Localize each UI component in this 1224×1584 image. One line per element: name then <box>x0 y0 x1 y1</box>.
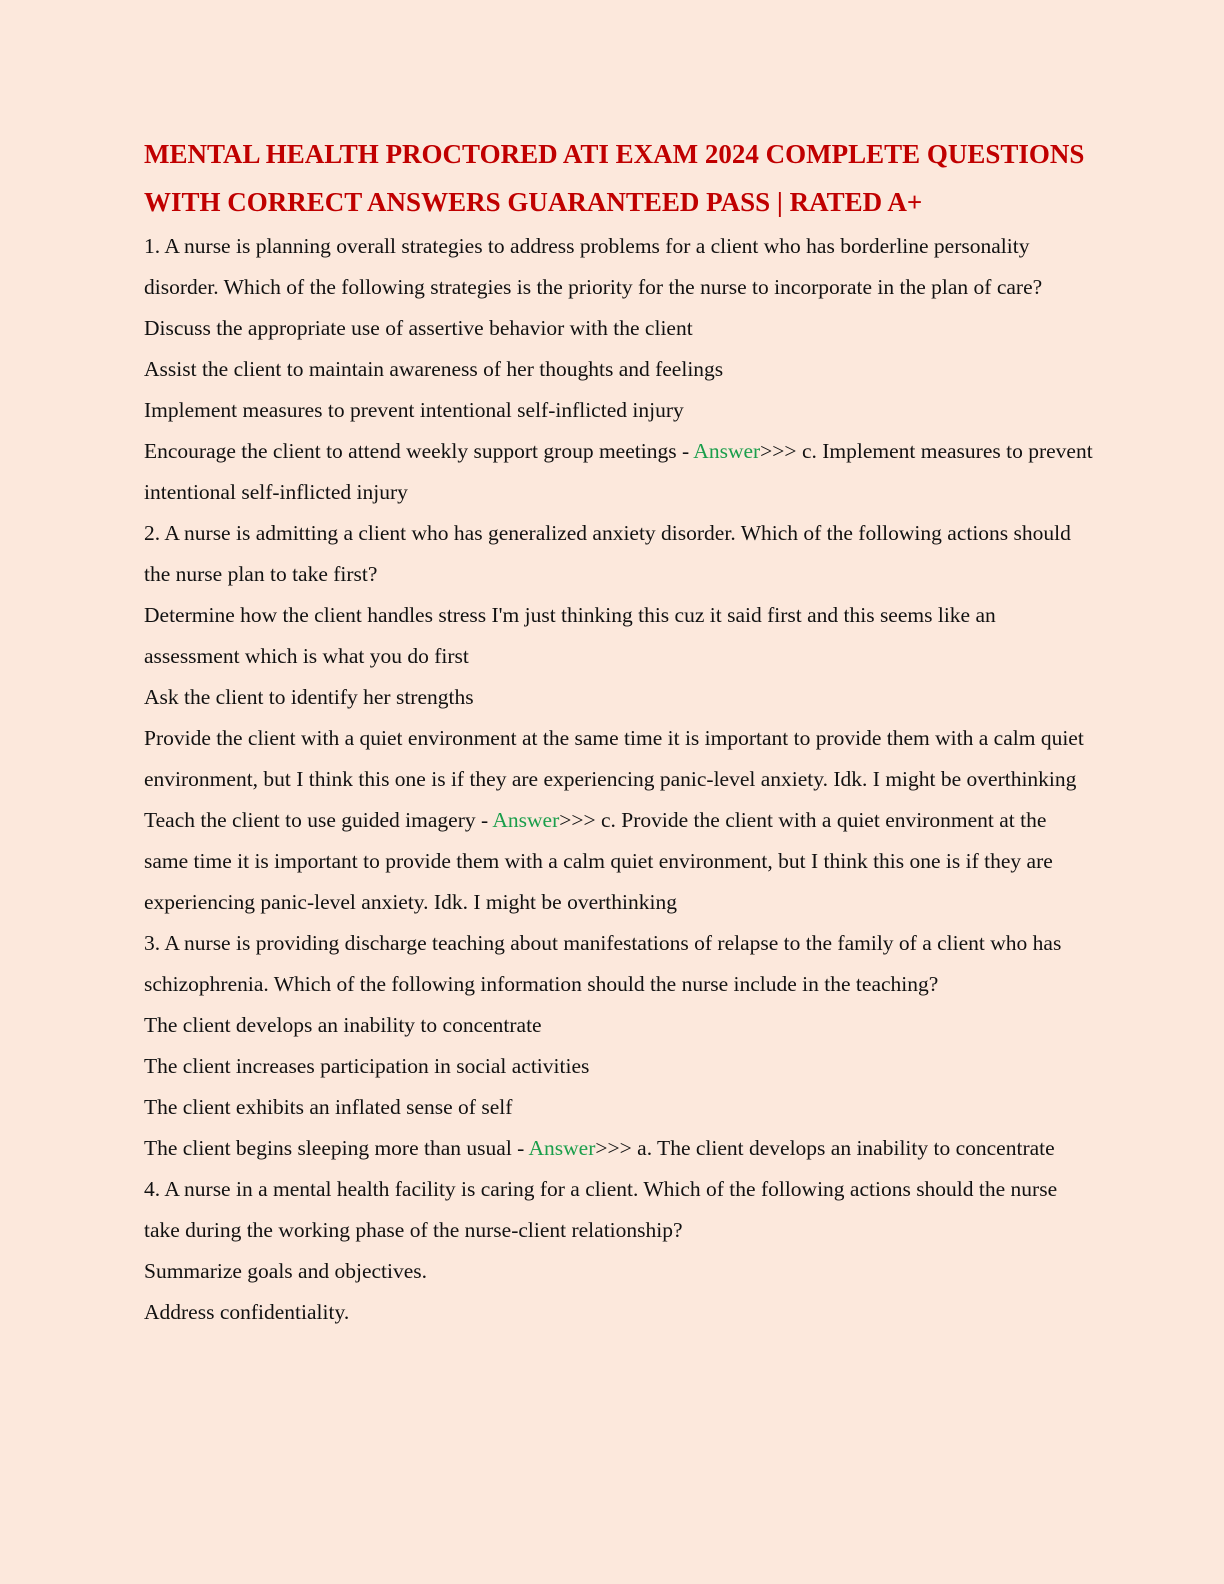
option-a: Determine how the client handles stress I'm just thinking this cuz it said first and this seems like an assessment which is what you do first <box>144 603 996 668</box>
answer-text: a. The client develops an inability to concentrate <box>631 1136 1055 1160</box>
question-2 <box>144 513 1094 923</box>
option-a: Discuss the appropriate use of assertive behavior with the client <box>144 316 693 340</box>
option-d: Encourage the client to attend weekly support group meetings - <box>144 439 694 463</box>
option-c: The client exhibits an inflated sense of self <box>144 1095 513 1119</box>
question-stem: 3. A nurse is providing discharge teaching about manifestations of relapse to the family of a client who has schizophrenia. Which of the following information should the nurse include in the teaching? <box>144 931 1062 996</box>
answer-arrow: >>> <box>559 808 596 832</box>
option-b: The client increases participation in social activities <box>144 1054 590 1078</box>
question-1 <box>144 226 1094 513</box>
option-d-with-answer <box>144 800 1094 923</box>
answer-label: Answer <box>528 1136 596 1160</box>
document-page <box>144 130 1094 1333</box>
question-stem: 1. A nurse is planning overall strategies to address problems for a client who has borderline personality disorder. Which of the following strategies is the priority for the nurse to incorporate in the plan of care? <box>144 234 1043 299</box>
option-c: Provide the client with a quiet environment at the same time it is important to provide them with a calm quiet environment, but I think this one is if they are experiencing panic-level anxiety. Idk. I might be overthinking <box>144 726 1084 791</box>
option-d-with-answer <box>144 1128 1094 1169</box>
option-d: The client begins sleeping more than usual - <box>144 1136 529 1160</box>
question-4 <box>144 1169 1094 1333</box>
option-b: Ask the client to identify her strengths <box>144 685 474 709</box>
answer-arrow: >>> <box>760 439 797 463</box>
question-3 <box>144 923 1094 1169</box>
option-a: The client develops an inability to concentrate <box>144 1013 542 1037</box>
option-b: Address confidentiality. <box>144 1300 350 1324</box>
answer-arrow: >>> <box>595 1136 632 1160</box>
question-stem: 4. A nurse in a mental health facility is caring for a client. Which of the following actions should the nurse take during the working phase of the nurse-client relationship? <box>144 1177 1058 1242</box>
option-a: Summarize goals and objectives. <box>144 1259 428 1283</box>
option-c: Implement measures to prevent intentional self-inflicted injury <box>144 398 684 422</box>
option-b: Assist the client to maintain awareness of her thoughts and feelings <box>144 357 724 381</box>
answer-label: Answer <box>492 808 560 832</box>
answer-text: c. Provide the client with a quiet environment at the same time it is important to provide them with a calm quiet environment, but I think this one is if they are experiencing panic-level anxiety. Idk. I might be overthinking <box>144 808 1053 914</box>
option-d: Teach the client to use guided imagery - <box>144 808 493 832</box>
question-stem: 2. A nurse is admitting a client who has generalized anxiety disorder. Which of the following actions should the nurse plan to take first? <box>144 521 1071 586</box>
answer-text: c. Implement measures to prevent intentional self-inflicted injury <box>144 439 1093 504</box>
option-d-with-answer <box>144 431 1094 513</box>
document-title: MENTAL HEALTH PROCTORED ATI EXAM 2024 COMPLETE QUESTIONS WITH CORRECT ANSWERS GUARANTEED PASS | RATED A+ <box>144 139 1085 217</box>
answer-label: Answer <box>693 439 761 463</box>
